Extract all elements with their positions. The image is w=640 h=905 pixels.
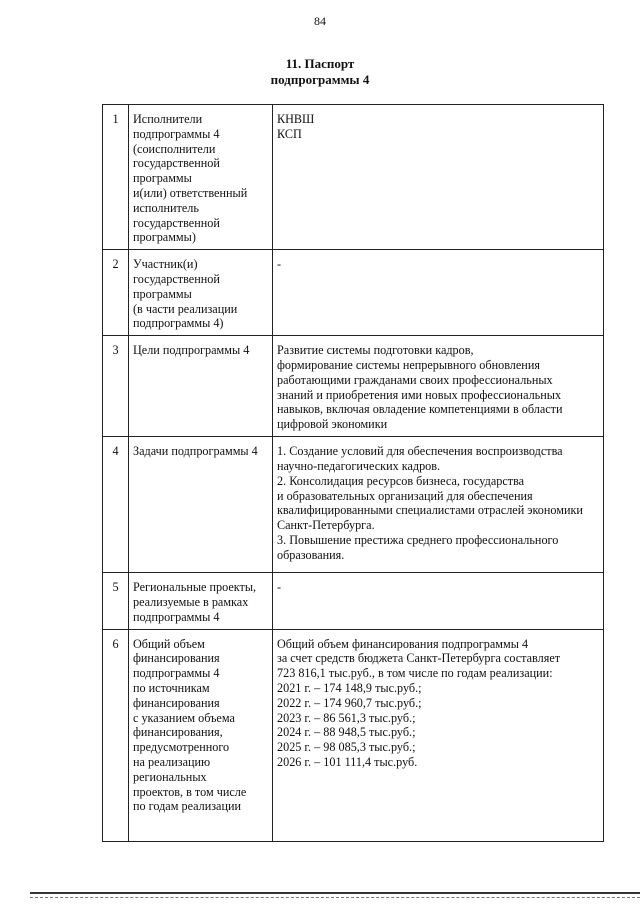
row-number: 5 <box>103 573 129 629</box>
row-number: 2 <box>103 250 129 336</box>
row-number: 1 <box>103 105 129 250</box>
label-line: государственной <box>133 271 220 286</box>
value-line: и образовательных организаций для обеспечения <box>277 488 533 503</box>
value-line: за счет средств бюджета Санкт-Петербурга составляет <box>277 651 561 666</box>
value-line: формирование системы непрерывного обновления <box>277 357 540 372</box>
value-line: 723 816,1 тыс.руб., в том числе по годам реализации: <box>277 666 553 681</box>
label-line: подпрограммы 4 <box>133 666 220 681</box>
value-line: Санкт-Петербурга. <box>277 518 375 533</box>
label-line: реализуемые в рамках <box>133 594 249 609</box>
label-line: программы <box>133 286 192 301</box>
label-line: финансирования <box>133 651 220 666</box>
row-value <box>273 105 604 250</box>
row-label <box>129 250 273 336</box>
row-label <box>129 437 273 573</box>
label-line: (соисполнители <box>133 141 216 156</box>
row-number: 3 <box>103 336 129 437</box>
value-line: КНВШ <box>277 112 315 126</box>
value-line: 2025 г. – 98 085,3 тыс.руб.; <box>277 740 416 755</box>
table-row <box>103 336 604 437</box>
value-line: 2021 г. – 174 148,9 тыс.руб.; <box>277 680 422 695</box>
label-line: Цели подпрограммы 4 <box>133 343 250 358</box>
value-line: 2023 г. – 86 561,3 тыс.руб.; <box>277 710 416 725</box>
label-line: проектов, в том числе <box>133 784 247 799</box>
label-line: программы) <box>133 230 196 245</box>
label-line: (в части реализации <box>133 301 238 316</box>
value-line: образования. <box>277 547 345 562</box>
title-line-1: 11. Паспорт <box>285 56 355 71</box>
value-line: Развитие системы подготовки кадров, <box>277 343 474 358</box>
label-line: программы <box>133 171 192 186</box>
page-number: 84 <box>314 14 326 28</box>
value-line: КСП <box>277 126 302 141</box>
row-value <box>273 250 604 336</box>
value-line: - <box>277 257 282 272</box>
label-line: с указанием объема <box>133 710 235 725</box>
row-number: 6 <box>103 629 129 841</box>
value-line: научно-педагогических кадров. <box>277 458 441 473</box>
row-label <box>129 105 273 250</box>
row-label <box>129 336 273 437</box>
label-line: региональных <box>133 769 207 784</box>
value-line: 3. Повышение престижа среднего профессионального <box>277 532 559 547</box>
row-value <box>273 573 604 629</box>
value-line: навыков, включая овладение компетенциями в области <box>277 402 563 417</box>
label-line: Задачи подпрограммы 4 <box>133 444 258 459</box>
label-line: подпрограммы 4 <box>133 609 220 624</box>
label-line: государственной <box>133 215 220 230</box>
passport-table <box>102 104 604 842</box>
label-line: Участник(и) <box>133 257 198 272</box>
value-line: Общий объем финансирования подпрограммы 4 <box>277 636 529 651</box>
value-line: цифровой экономики <box>277 417 388 432</box>
row-value <box>273 437 604 573</box>
label-line: Общий объем <box>133 636 205 651</box>
label-line: по источникам <box>133 680 210 695</box>
table-row <box>103 250 604 336</box>
label-line: подпрограммы 4 <box>133 126 220 141</box>
label-line: предусмотренного <box>133 740 230 755</box>
label-line: по годам реализации <box>133 799 242 814</box>
row-number: 4 <box>103 437 129 573</box>
page-bottom-rule-thin <box>30 897 640 898</box>
row-value <box>273 629 604 841</box>
table-row <box>103 105 604 250</box>
label-line: государственной <box>133 156 220 171</box>
table-row <box>103 629 604 841</box>
label-line: финансирования, <box>133 725 223 740</box>
label-line: исполнитель <box>133 200 199 215</box>
value-line: 2. Консолидация ресурсов бизнеса, государства <box>277 473 525 488</box>
page-bottom-rule <box>30 892 640 894</box>
row-label <box>129 629 273 841</box>
value-line: 2024 г. – 88 948,5 тыс.руб.; <box>277 725 416 740</box>
label-line: Исполнители <box>133 112 203 126</box>
label-line: Региональные проекты, <box>133 580 257 595</box>
row-label <box>129 573 273 629</box>
label-line: на реализацию <box>133 754 211 769</box>
row-value <box>273 336 604 437</box>
page-title <box>0 56 640 88</box>
value-line: 1. Создание условий для обеспечения воспроизводства <box>277 444 563 459</box>
title-line-2: подпрограммы 4 <box>270 72 370 87</box>
value-line: 2026 г. – 101 111,4 тыс.руб. <box>277 754 418 769</box>
passport-table-body <box>103 105 604 842</box>
value-line: - <box>277 580 282 595</box>
label-line: подпрограммы 4) <box>133 316 224 331</box>
label-line: и(или) ответственный <box>133 185 248 200</box>
value-line: 2022 г. – 174 960,7 тыс.руб.; <box>277 695 422 710</box>
value-line: работающими гражданами своих профессиональных <box>277 372 553 387</box>
table-row <box>103 437 604 573</box>
table-row <box>103 573 604 629</box>
label-line: финансирования <box>133 695 220 710</box>
value-line: знаний и приобретения ими новых профессиональных <box>277 387 562 402</box>
value-line: квалифицированными специалистами отраслей экономики <box>277 503 583 518</box>
